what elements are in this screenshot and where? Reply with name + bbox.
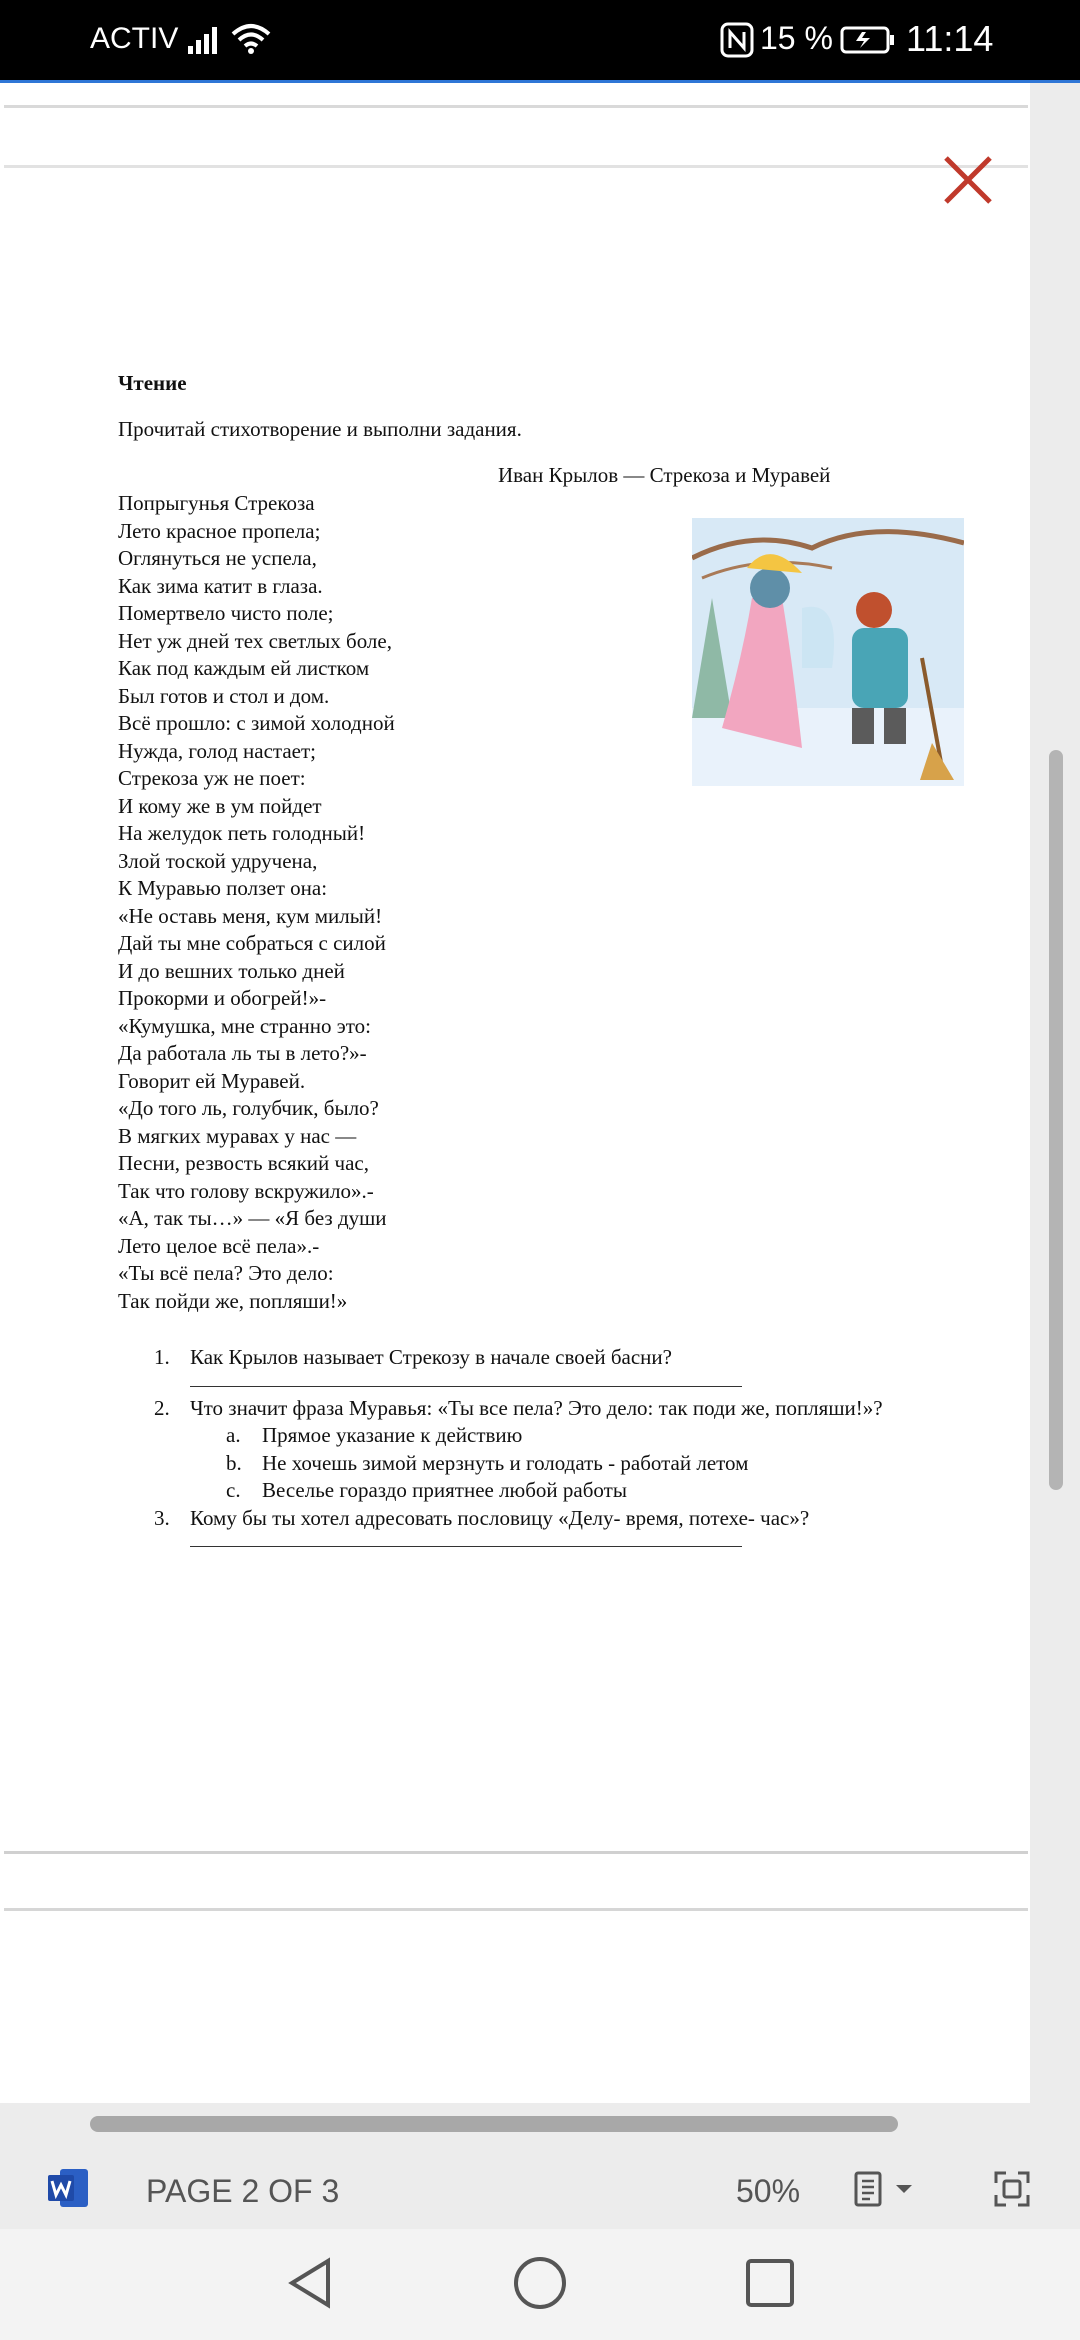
poem-line: Нет уж дней тех светлых боле, [118,628,392,653]
page-indicator: PAGE 2 OF 3 [146,2173,340,2209]
back-icon[interactable] [284,2255,338,2316]
horizontal-scrollbar[interactable] [90,2116,898,2132]
section-heading: Чтение [118,371,187,395]
view-mode-icon[interactable] [852,2169,922,2214]
poem-line: «Ты всё пела? Это дело: [118,1261,334,1285]
question-3: 3. Кому бы ты хотел адресовать пословицу «Делу- время, потехе- час»? [118,1505,1038,1548]
poem-line: Как под каждым ей листком [118,656,370,680]
poem-line: Как зима катит в глаза. [118,573,323,598]
nfc-icon [720,22,754,63]
navigation-bar [0,2229,1080,2340]
battery-percent: 15 % [760,20,833,56]
poem-line: К Муравью ползет она: [118,876,328,900]
clock: 11:14 [906,18,994,59]
recents-icon[interactable] [744,2255,796,2316]
poem-line: Всё прошло: с зимой холодной [118,711,395,735]
question-text: Как Крылов называет Стрекозу в начале своей басни? [190,1345,672,1369]
home-icon[interactable] [512,2255,568,2316]
fable-illustration [692,518,964,786]
poem-line: В мягких муравах у нас — [118,1123,357,1148]
poem-line: Лето красное пропела; [118,518,321,543]
question-2: 2. Что значит фраза Муравья: «Ты все пела? Это дело: так поди же, попляши!»? [118,1395,1038,1423]
poem-line: Лето целое всё пела».- [118,1233,320,1258]
poem-line: Так пойди же, попляши!» [118,1288,348,1313]
option-a: a. Прямое указание к действию [226,1423,523,1447]
instruction-text: Прочитай стихотворение и выполни задания. [118,416,522,441]
poem-line: «Не оставь меня, кум милый! [118,903,383,928]
close-icon[interactable] [938,150,998,210]
carrier-name: ACTIV [90,22,179,55]
status-bar [0,0,1080,80]
poem-line: И кому же в ум пойдет [118,793,322,818]
question-text: Кому бы ты хотел адресовать пословицу «Делу- время, потехе- час»? [190,1505,810,1530]
question-1: 1. Как Крылов называет Стрекозу в начале своей басни? [118,1344,1038,1387]
poem-line: Нужда, голод настает; [118,738,316,763]
answer-line [190,1372,742,1387]
answer-line [190,1532,742,1547]
questions-list [118,1344,1038,1555]
poem-title: Иван Крылов — Стрекоза и Муравей [498,463,831,487]
poem-line: «А, так ты…» — «Я без души [118,1206,387,1230]
vertical-scrollbar[interactable] [1049,750,1063,1490]
poem-text [118,490,395,1315]
word-app-icon[interactable] [46,2167,90,2209]
poem-line: Стрекоза уж не поет: [118,766,306,790]
option-c: c. Веселье гораздо приятнее любой работы [226,1478,627,1502]
poem-line: Дай ты мне собраться с силой [118,931,386,955]
document-content [118,370,1018,1313]
poem-line: Так что голову вскружило».- [118,1178,374,1203]
poem-line: «До того ль, голубчик, было? [118,1096,379,1120]
poem-line: Помертвело чисто поле; [118,601,334,625]
poem-line: Прокорми и обогрей!»- [118,986,327,1010]
signal-icon [188,24,224,61]
previous-page [4,83,1028,108]
fullscreen-icon[interactable] [992,2169,1032,2214]
poem-line: Злой тоской удручена, [118,848,318,873]
poem-line: Да работала ль ты в лето?»- [118,1041,367,1065]
question-text: Что значит фраза Муравья: «Ты все пела? Это дело: так поди же, попляши!»? [190,1395,883,1420]
poem-line: Был готов и стол и дом. [118,683,330,708]
viewer-toolbar [0,2153,1080,2229]
poem-line: «Кумушка, мне странно это: [118,1013,371,1038]
option-b: b. Не хочешь зимой мерзнуть и голодать - работай летом [226,1450,749,1475]
poem-line: Говорит ей Муравей. [118,1068,306,1093]
poem-line: Оглянуться не успела, [118,546,317,570]
poem-line: Попрыгунья Стрекоза [118,491,315,515]
wifi-icon [230,22,272,61]
zoom-level[interactable]: 50% [736,2173,801,2209]
next-page [4,1908,1028,2101]
battery-charging-icon [840,26,896,59]
poem-line: На желудок петь голодный! [118,821,366,845]
poem-line: Песни, резвость всякий час, [118,1151,369,1175]
poem-line: И до вешних только дней [118,958,345,983]
